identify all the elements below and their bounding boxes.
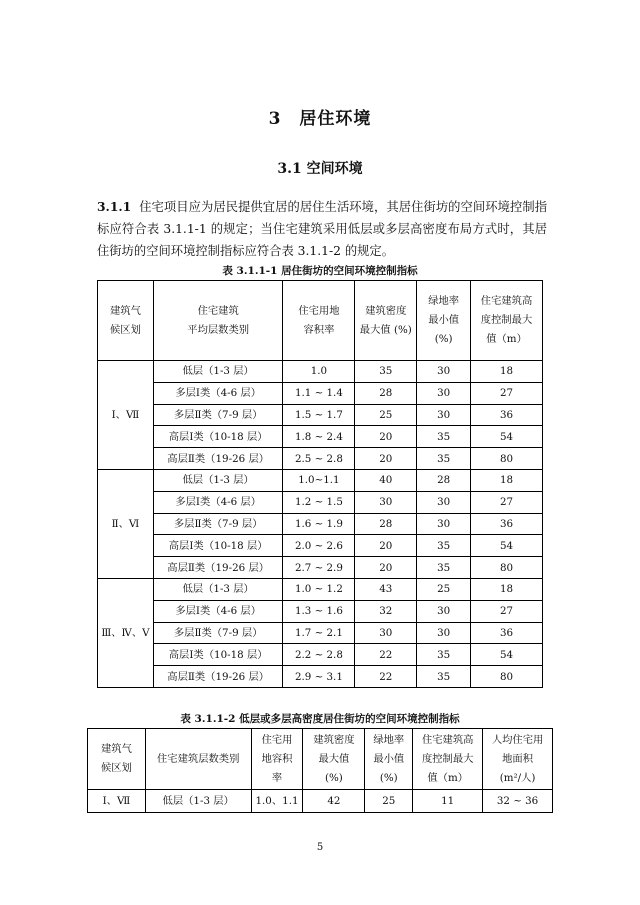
table-cell: 低层（1-3 层） [153, 361, 283, 383]
column-header-line: 住宅建筑 [197, 304, 239, 317]
table-cell: 43 [355, 578, 417, 600]
table-cell: 18 [471, 578, 543, 600]
table-cell: 多层Ⅰ类（4-6 层） [153, 600, 283, 622]
column-header-line: 地面积 [502, 752, 533, 765]
table-cell: 多层Ⅰ类（4-6 层） [153, 382, 283, 404]
table-row [98, 469, 543, 491]
table-cell: 1.1 ~ 1.4 [283, 382, 355, 404]
table-cell: 30 [417, 361, 471, 383]
table-cell: 36 [471, 622, 543, 644]
table-cell: 80 [471, 448, 543, 470]
table-cell: 2.0 ~ 2.6 [283, 535, 355, 557]
table-cell: 35 [417, 448, 471, 470]
table1-caption: 表 3.1.1-1 居住街坊的空间环境控制指标 [222, 265, 418, 277]
table-cell: 42 [303, 790, 365, 813]
table-cell: 27 [471, 382, 543, 404]
table-cell: 25 [417, 578, 471, 600]
table-row [98, 361, 543, 383]
column-header-line: 最大值 (%) [359, 323, 412, 336]
table-row [98, 513, 543, 535]
table-cell: 2.9 ~ 3.1 [283, 666, 355, 688]
table-cell: 25 [365, 790, 413, 813]
column-header-line: 地容积 [261, 752, 293, 765]
table-cell: 35 [417, 666, 471, 688]
table-cell: 22 [355, 666, 417, 688]
table-cell: 27 [471, 491, 543, 513]
table-cell: 28 [417, 469, 471, 491]
table1-header-row [98, 281, 543, 361]
column-header-line: 度控制最大 [480, 314, 533, 326]
table-cell: 35 [355, 361, 417, 383]
table-cell: 20 [355, 448, 417, 470]
table-cell: 80 [471, 557, 543, 579]
table-cell: 1.0 [283, 361, 355, 383]
table-cell: 28 [355, 513, 417, 535]
table-cell: 低层（1-3 层） [145, 790, 251, 813]
column-header-line: 住宅建筑层数类别 [157, 752, 240, 765]
table-row [98, 448, 543, 470]
column-header [303, 729, 365, 790]
table-cell: 35 [417, 426, 471, 448]
column-header-line: (%) [325, 771, 343, 784]
column-header-line: 住宅用 [261, 733, 293, 746]
column-header [153, 281, 283, 361]
column-header-line: 值（m） [486, 333, 527, 345]
table-cell: 2.2 ~ 2.8 [283, 644, 355, 666]
table-cell: 27 [471, 600, 543, 622]
table-row [98, 382, 543, 404]
column-header-line: 候区划 [109, 323, 141, 336]
chapter-title: 3 居住环境 [268, 109, 372, 129]
table-cell: 35 [417, 644, 471, 666]
table-row [98, 666, 543, 688]
column-header-line: 建筑气 [100, 743, 132, 755]
column-header [88, 729, 146, 790]
section-title: 3.1 空间环境 [277, 161, 363, 177]
column-header [365, 729, 413, 790]
table-cell: 1.8 ~ 2.4 [283, 426, 355, 448]
table-cell: 30 [417, 622, 471, 644]
table-cell: 25 [355, 404, 417, 426]
column-header-line: 度控制最大 [421, 752, 474, 765]
column-header [417, 281, 471, 361]
climate-zone-cell: Ⅱ、Ⅵ [98, 469, 154, 578]
table-cell: 80 [471, 666, 543, 688]
table-cell: 40 [355, 469, 417, 491]
table-cell: 30 [417, 600, 471, 622]
column-header-line: 绿地率 [428, 295, 460, 307]
column-header-line: 率 [271, 771, 283, 784]
column-header-line: 最小值 [428, 314, 460, 326]
table-cell: 36 [471, 404, 543, 426]
table-cell: 30 [355, 622, 417, 644]
table-row [98, 578, 543, 600]
table-cell: 高层Ⅰ类（10-18 层） [153, 535, 283, 557]
table1 [97, 280, 543, 688]
table-cell: 多层Ⅱ类（7-9 层） [153, 404, 283, 426]
climate-zone-cell: Ⅲ、Ⅳ、Ⅴ [98, 578, 154, 687]
table-cell: 20 [355, 426, 417, 448]
table-cell: 1.7 ~ 2.1 [283, 622, 355, 644]
table2 [87, 728, 553, 813]
table-cell: 22 [355, 644, 417, 666]
column-header-line: 绿地率 [373, 733, 405, 746]
table-cell: 高层Ⅰ类（10-18 层） [153, 426, 283, 448]
clause-number: 3.1.1 [97, 199, 132, 214]
table-cell: 35 [417, 535, 471, 557]
table2-caption: 表 3.1.1-2 低层或多层高密度居住街坊的空间环境控制指标 [180, 713, 460, 725]
table-cell: 1.6 ~ 1.9 [283, 513, 355, 535]
column-header-line: (m²/人) [499, 771, 536, 784]
table-cell: 32 [355, 600, 417, 622]
table-cell: 高层Ⅱ类（19-26 层） [153, 557, 283, 579]
table-cell: Ⅰ、Ⅶ [88, 790, 146, 813]
table-cell: 32 ~ 36 [483, 790, 553, 813]
table-row [98, 600, 543, 622]
table-cell: 30 [417, 382, 471, 404]
column-header-line: 候区划 [100, 762, 132, 774]
column-header-line: 住宅用地 [298, 304, 340, 317]
column-header [251, 729, 303, 790]
column-header-line: 最小值 [373, 752, 405, 765]
table-row [98, 535, 543, 557]
table-row [98, 491, 543, 513]
table-cell: 20 [355, 557, 417, 579]
column-header-line: 值（m） [427, 771, 469, 784]
clause-text: 住宅项目应为居民提供宜居的居住生活环境，其居住街坊的空间环境控制指标应符合表 3.1.1-1 的规定；当住宅建筑采用低层或多层高密度布局方式时，其居住街坊的空间环境控制指标应符合表 3.1.1-2 的规定。 [97, 200, 547, 258]
table-cell: 1.5 ~ 1.7 [283, 404, 355, 426]
table-cell: 多层Ⅰ类（4-6 层） [153, 491, 283, 513]
table-row [98, 404, 543, 426]
table-cell: 1.2 ~ 1.5 [283, 491, 355, 513]
table-cell: 1.3 ~ 1.6 [283, 600, 355, 622]
column-header-line: 人均住宅用 [491, 733, 544, 746]
column-header [471, 281, 543, 361]
table-cell: 高层Ⅱ类（19-26 层） [153, 666, 283, 688]
table-cell: 18 [471, 361, 543, 383]
table-cell: 54 [471, 426, 543, 448]
table-row [88, 790, 553, 813]
table-cell: 1.0、1.1 [251, 790, 303, 813]
table-cell: 54 [471, 644, 543, 666]
table-cell: 1.0 ~ 1.2 [283, 578, 355, 600]
column-header-line: 建筑密度 [365, 304, 407, 317]
column-header-line: (%) [434, 333, 453, 345]
table-cell: 54 [471, 535, 543, 557]
table-cell: 36 [471, 513, 543, 535]
table-cell: 高层Ⅱ类（19-26 层） [153, 448, 283, 470]
column-header [413, 729, 483, 790]
column-header [483, 729, 553, 790]
table-row [98, 426, 543, 448]
table-row [98, 622, 543, 644]
table-cell: 30 [417, 404, 471, 426]
column-header [145, 729, 251, 790]
column-header [283, 281, 355, 361]
column-header [98, 281, 154, 361]
column-header-line: 建筑气 [109, 304, 141, 317]
table-cell: 18 [471, 469, 543, 491]
table-cell: 低层（1-3 层） [153, 469, 283, 491]
table-cell: 20 [355, 535, 417, 557]
table-cell: 2.7 ~ 2.9 [283, 557, 355, 579]
table-cell: 28 [355, 382, 417, 404]
table-row [98, 644, 543, 666]
table-cell: 低层（1-3 层） [153, 578, 283, 600]
table-cell: 多层Ⅱ类（7-9 层） [153, 513, 283, 535]
column-header [355, 281, 417, 361]
column-header-line: 最大值 [318, 752, 350, 765]
column-header-line: (%) [379, 771, 398, 784]
column-header-line: 平均层数类别 [187, 323, 250, 336]
table-cell: 1.0~1.1 [283, 469, 355, 491]
table2-header-row [88, 729, 553, 790]
table-row [98, 557, 543, 579]
column-header-line: 住宅建筑高 [480, 295, 533, 307]
clause-paragraph [97, 196, 547, 262]
page-number: 5 [316, 842, 324, 853]
column-header-line: 容积率 [303, 323, 335, 336]
climate-zone-cell: Ⅰ、Ⅶ [98, 361, 154, 470]
table-cell: 30 [417, 513, 471, 535]
table-cell: 30 [355, 491, 417, 513]
table-cell: 11 [413, 790, 483, 813]
table-cell: 2.5 ~ 2.8 [283, 448, 355, 470]
table-cell: 30 [417, 491, 471, 513]
table-cell: 35 [417, 557, 471, 579]
table-cell: 高层Ⅰ类（10-18 层） [153, 644, 283, 666]
column-header-line: 建筑密度 [313, 733, 355, 746]
column-header-line: 住宅建筑高 [421, 733, 474, 746]
table-cell: 多层Ⅱ类（7-9 层） [153, 622, 283, 644]
